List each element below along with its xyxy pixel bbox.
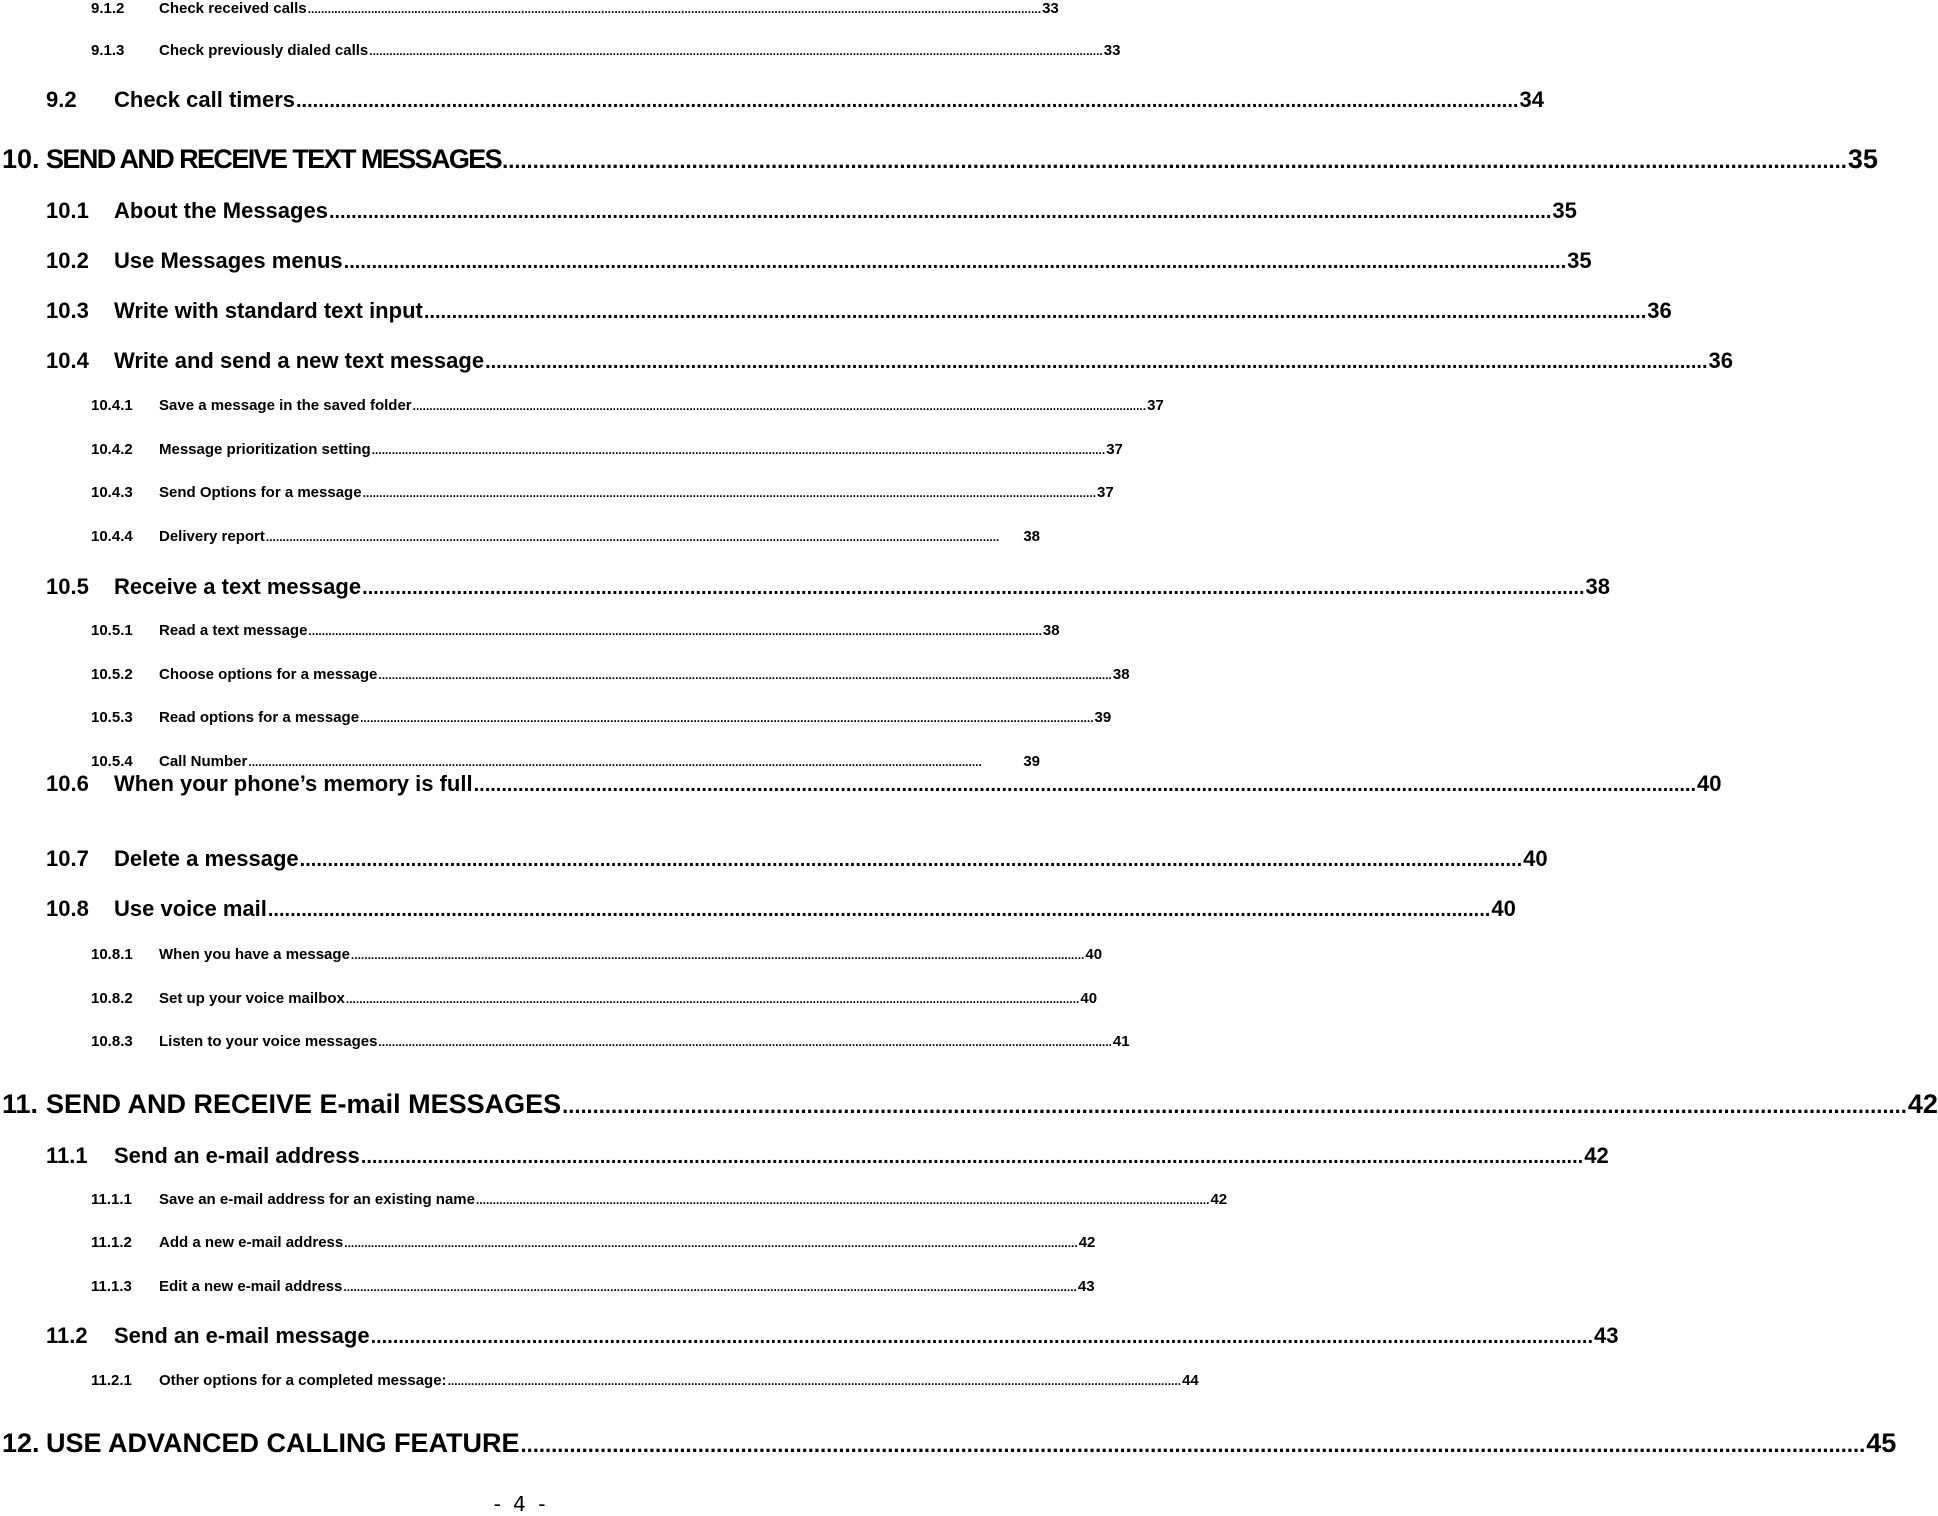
toc-leader-dots: ............................................................................................................................................................................................................................ — [360, 711, 1094, 725]
toc-entry[interactable] — [2, 144, 1878, 184]
toc-entry-title: USE ADVANCED CALLING FEATURE — [46, 1428, 520, 1458]
toc-entry-page: 36 — [1708, 348, 1734, 373]
toc-leader-dots: ............................................................................................................................................................................................................................ — [344, 1236, 1078, 1250]
toc-leader-dots: ............................................................................................................................................................................................................................ — [267, 899, 1491, 921]
toc-entry-page: 39 — [1023, 753, 1040, 770]
toc-entry-number: 10.5.3 — [91, 709, 133, 726]
toc-entry-title: Read options for a message — [159, 709, 360, 726]
toc-entry-title: Send an e-mail address — [114, 1143, 360, 1168]
toc-entry[interactable] — [91, 1033, 1130, 1055]
toc-leader-dots: ............................................................................................................................................................................................................................ — [345, 992, 1080, 1006]
toc-entry-number: 11.1.3 — [91, 1278, 132, 1295]
toc-entry-title: Save an e-mail address for an existing name — [159, 1191, 475, 1208]
toc-entry-number: 10.5.1 — [91, 622, 133, 639]
toc-entry-number: 10.7 — [46, 846, 89, 871]
toc-entry-page: 42 — [1584, 1143, 1609, 1168]
toc-entry[interactable] — [91, 42, 1121, 64]
toc-entry-title: When your phone’s memory is full — [114, 771, 473, 796]
toc-entry-page: 36 — [1647, 298, 1672, 323]
toc-entry-page: 35 — [1847, 144, 1878, 174]
toc-entry-title: Check previously dialed calls — [159, 42, 369, 59]
toc-entry-title: Delete a message — [114, 846, 299, 871]
toc-entry-number: 10.8.2 — [91, 990, 133, 1007]
toc-entry-page: 44 — [1182, 1372, 1199, 1389]
toc-leader-dots: ............................................................................................................................................................................................................................ — [485, 351, 1708, 373]
toc-entry-title: Write with standard text input — [114, 298, 423, 323]
toc-entry-title: Save a message in the saved folder — [159, 397, 412, 414]
toc-entry[interactable] — [46, 87, 1544, 119]
toc-entry-page: 40 — [1697, 771, 1722, 796]
toc-leader-dots: ............................................................................................................................................................................................................................ — [307, 2, 1042, 16]
toc-entry[interactable] — [2, 1428, 1897, 1468]
toc-leader-dots: ............................................................................................................................................................................................................................ — [447, 1374, 1182, 1388]
toc-entry-title: Send Options for a message — [159, 484, 362, 501]
toc-entry-number: 10.8 — [46, 896, 89, 921]
toc-entry-number: 10.4 — [46, 348, 89, 373]
toc-entry-title: Use voice mail — [114, 896, 267, 921]
toc-entry-title: Read a text message — [159, 622, 308, 639]
toc-leader-dots: ............................................................................................................................................................................................................................ — [369, 44, 1103, 58]
toc-entry-number: 11.1.1 — [91, 1191, 132, 1208]
toc-entry-number: 9.1.2 — [91, 0, 125, 17]
toc-leader-dots: ............................................................................................................................................................................................................................ — [412, 399, 1147, 413]
toc-entry-title: SEND AND RECEIVE E-mail MESSAGES — [46, 1089, 562, 1119]
toc-leader-dots: ............................................................................................................................................................................................................................ — [378, 1035, 1112, 1049]
toc-entry-page: 38 — [1042, 622, 1060, 639]
toc-leader-dots: ............................................................................................................................................................................................................................ — [502, 148, 1847, 173]
page-number: - 4 - — [493, 1492, 549, 1516]
toc-entry[interactable] — [46, 348, 1734, 380]
toc-entry-title: Delivery report — [159, 528, 265, 545]
toc-leader-dots: ............................................................................................................................................................................................................................ — [423, 301, 1647, 323]
toc-leader-dots: ............................................................................................................................................................................................................................ — [265, 530, 1000, 544]
toc-entry[interactable] — [91, 1278, 1095, 1300]
toc-leader-dots: ............................................................................................................................................................................................................................ — [473, 774, 1697, 796]
toc-entry[interactable] — [91, 397, 1164, 419]
toc-entry[interactable] — [46, 771, 1722, 803]
toc-entry-number: 10.4.1 — [91, 397, 133, 414]
toc-entry-number: 11.2 — [46, 1323, 88, 1348]
toc-entry-number: 10.5 — [46, 574, 89, 599]
toc-entry-title: Message prioritization setting — [159, 441, 371, 458]
toc-entry-title: About the Messages — [114, 198, 328, 223]
toc-entry-number: 10.2 — [46, 248, 89, 273]
toc-entry-number: 11.1 — [46, 1143, 88, 1168]
toc-entry[interactable] — [91, 528, 1040, 550]
toc-entry-number: 9.1.3 — [91, 42, 125, 59]
toc-entry-page: 41 — [1112, 1033, 1130, 1050]
toc-entry[interactable] — [46, 298, 1672, 330]
toc-leader-dots: ............................................................................................................................................................................................................................ — [350, 948, 1085, 962]
toc-leader-dots: ............................................................................................................................................................................................................................ — [520, 1432, 1866, 1457]
toc-entry-title: When you have a message — [159, 946, 350, 963]
toc-entry-page: 35 — [1552, 198, 1577, 223]
toc-entry-number: 11. — [2, 1089, 39, 1119]
toc-entry-number: 10.8.1 — [91, 946, 133, 963]
toc-entry-title: Edit a new e-mail address — [159, 1278, 343, 1295]
toc-entry[interactable] — [46, 248, 1592, 280]
toc-entry-number: 10.8.3 — [91, 1033, 133, 1050]
toc-entry[interactable] — [91, 1234, 1096, 1256]
toc-entry-number: 10.5.2 — [91, 666, 133, 683]
toc-entry[interactable] — [46, 1143, 1609, 1175]
toc-entry-number: 10.5.4 — [91, 753, 133, 770]
toc-entry[interactable] — [91, 1372, 1199, 1394]
toc-entry-page: 40 — [1085, 946, 1103, 963]
toc-leader-dots: ............................................................................................................................................................................................................................ — [475, 1193, 1210, 1207]
toc-leader-dots: ............................................................................................................................................................................................................................ — [362, 577, 1585, 599]
toc-entry[interactable] — [91, 441, 1123, 463]
toc-entry-title: Check received calls — [159, 0, 307, 17]
toc-entry-number: 10.6 — [46, 771, 89, 796]
toc-entry-page: 40 — [1523, 846, 1548, 871]
toc-leader-dots: ............................................................................................................................................................................................................................ — [248, 755, 982, 769]
toc-leader-dots: ............................................................................................................................................................................................................................ — [328, 201, 1552, 223]
toc-entry-number: 10.4.2 — [91, 441, 133, 458]
toc-entry-page: 43 — [1077, 1278, 1095, 1295]
toc-entry-title: Set up your voice mailbox — [159, 990, 345, 1007]
toc-entry-number: 10.4.3 — [91, 484, 133, 501]
toc-entry[interactable] — [91, 484, 1114, 506]
toc-entry-number: 9.2 — [46, 87, 77, 112]
toc-entry-page: 33 — [1042, 0, 1059, 17]
toc-entry[interactable] — [91, 622, 1060, 644]
toc-entry-title: Listen to your voice messages — [159, 1033, 378, 1050]
toc-entry-title: Call Number — [159, 753, 248, 770]
toc-entry-page: 38 — [1023, 528, 1040, 545]
toc-leader-dots: ............................................................................................................................................................................................................................ — [360, 1146, 1584, 1168]
toc-entry-number: 12. — [2, 1428, 40, 1458]
toc-entry-number: 11.2.1 — [91, 1372, 132, 1389]
toc-leader-dots: ............................................................................................................................................................................................................................ — [343, 251, 1567, 273]
toc-entry-page: 37 — [1097, 484, 1114, 501]
toc-entry-page: 39 — [1094, 709, 1112, 726]
toc-entry-number: 10.4.4 — [91, 528, 133, 545]
toc-entry-title: Check call timers — [114, 87, 295, 112]
toc-entry-page: 42 — [1907, 1089, 1938, 1119]
toc-entry-title: Choose options for a message — [159, 666, 378, 683]
toc-entry-title: Receive a text message — [114, 574, 362, 599]
toc-entry[interactable] — [46, 846, 1548, 878]
toc-leader-dots: ............................................................................................................................................................................................................................ — [295, 90, 1519, 112]
toc-entry[interactable] — [91, 1191, 1228, 1213]
toc-entry-title: Use Messages menus — [114, 248, 343, 273]
toc-entry-page: 33 — [1103, 42, 1121, 59]
toc-leader-dots: ............................................................................................................................................................................................................................ — [299, 849, 1523, 871]
toc-entry-page: 38 — [1112, 666, 1130, 683]
toc-entry-page: 35 — [1567, 248, 1592, 273]
toc-leader-dots: ............................................................................................................................................................................................................................ — [362, 486, 1097, 500]
toc-leader-dots: ............................................................................................................................................................................................................................ — [343, 1280, 1077, 1294]
toc-leader-dots: ............................................................................................................................................................................................................................ — [562, 1093, 1907, 1118]
toc-leader-dots: ............................................................................................................................................................................................................................ — [378, 668, 1112, 682]
toc-entry-page: 42 — [1078, 1234, 1096, 1251]
toc-entry-page: 40 — [1491, 896, 1516, 921]
toc-entry[interactable] — [91, 666, 1130, 688]
toc-entry[interactable] — [91, 709, 1112, 731]
toc-entry-page: 40 — [1080, 990, 1098, 1007]
toc-entry-number: 10.3 — [46, 298, 89, 323]
toc-entry-page: 45 — [1866, 1428, 1897, 1458]
toc-entry[interactable] — [46, 198, 1577, 230]
toc-entry-number: 11.1.2 — [91, 1234, 132, 1251]
toc-entry-title: Write and send a new text message — [114, 348, 485, 373]
toc-entry-title: Other options for a completed message: — [159, 1372, 447, 1389]
toc-entry[interactable] — [46, 574, 1611, 606]
toc-entry-title: Add a new e-mail address — [159, 1234, 344, 1251]
toc-entry-title: Send an e-mail message — [114, 1323, 370, 1348]
toc-leader-dots: ............................................................................................................................................................................................................................ — [371, 443, 1106, 457]
toc-entry-number: 10. — [2, 144, 40, 174]
toc-entry-title: SEND AND RECEIVE TEXT MESSAGES — [46, 144, 502, 174]
toc-entry[interactable] — [2, 1089, 1938, 1129]
toc-leader-dots: ............................................................................................................................................................................................................................ — [308, 624, 1042, 638]
toc-entry-number: 10.1 — [46, 198, 89, 223]
toc-entry-page: 37 — [1106, 441, 1123, 458]
toc-entry[interactable] — [91, 946, 1103, 968]
toc-entry[interactable] — [46, 896, 1516, 928]
toc-entry-page: 37 — [1147, 397, 1164, 414]
toc-entry-page: 38 — [1585, 574, 1611, 599]
toc-entry[interactable] — [91, 990, 1098, 1012]
toc-entry[interactable] — [46, 1323, 1619, 1355]
toc-entry-page: 43 — [1594, 1323, 1619, 1348]
toc-entry-page: 34 — [1519, 87, 1544, 112]
toc-entry[interactable] — [91, 0, 1059, 22]
toc-entry-page: 42 — [1210, 1191, 1228, 1208]
toc-leader-dots: ............................................................................................................................................................................................................................ — [370, 1326, 1594, 1348]
